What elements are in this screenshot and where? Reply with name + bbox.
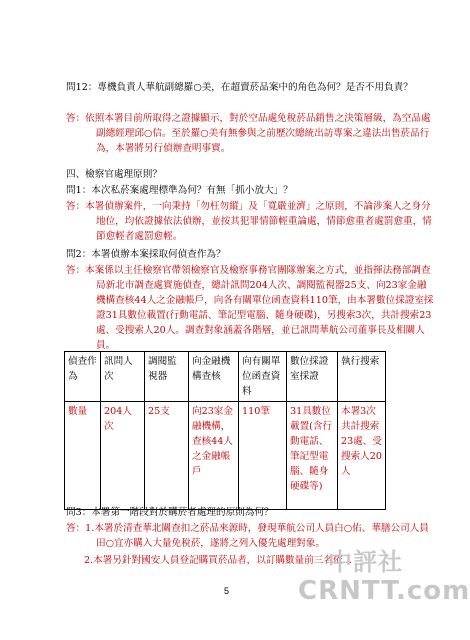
q3-question: 問3：本署第一階段對於購菸者處理的原則為何？ — [66, 507, 274, 518]
table-header-cell: 向有關單位函查資料 — [239, 352, 287, 402]
table-cell: 204人次 — [101, 402, 145, 510]
q12-question: 問12：專機負責人華航副總羅○美，在超賣菸品案中的角色為何？是否不用負責？ — [66, 82, 413, 93]
watermark-logo-text: 中評社 — [328, 547, 403, 576]
q3-answer-1: 答：1.本署於清查華北關查扣之菸品來源時，發現華航公司人員白○佑、華膳公司人員田○宜亦購入大量免稅菸，遂將之列入優先處理對象。 — [66, 523, 429, 549]
q2-answer: 答：本案係以主任檢察官帶領檢察官及檢察事務官團隊辦案之方式，並指揮法務部調查局新北市調查處實施偵查，總計訊問204人次、調閱監視器25支、向23家金融機構查核44人之金融帳戶，向各有關單位函查資料110筆，由本署數位採證室採證31具數位載置(行動電話、筆記型電腦、隨身硬碟)，另搜索3次，共計搜索23處、受搜索人20人。調查對象涵蓋各階層，並已訊問華航公司董事長及相關人員。 — [66, 265, 434, 351]
q1-answer: 答：本署偵辦案件，一向秉持「勿枉勿縱」及「寬嚴並濟」之原則，不論涉案人之身分地位，均依證據依法偵辦，並按其犯罪情節輕重論處，情節愈重者處罰愈重，情節愈輕者處罰愈輕。 — [66, 201, 432, 242]
table-cell: 向23家金融機構，查核44人之金融帳戶 — [189, 402, 239, 510]
page-number: 5 — [223, 586, 229, 596]
table-header-row — [65, 352, 386, 402]
table-cell: 31具數位載置(含行動電話、筆記型電腦、隨身硬碟等) — [287, 402, 338, 510]
watermark-site-text: CRNTT.com — [298, 576, 470, 606]
table-header-cell: 調閱監視器 — [145, 352, 189, 402]
q3-answer-2: 2.本署另針對國安人員登記購買菸品者，以訂購數量前三名依... — [84, 555, 352, 566]
table-row — [65, 402, 386, 510]
investigation-table — [64, 351, 386, 510]
table-cell: 25支 — [145, 402, 189, 510]
table-header-cell: 偵查作為 — [65, 352, 101, 402]
table-header-cell: 訊問人次 — [101, 352, 145, 402]
table-cell: 數量 — [65, 402, 101, 510]
q1-question: 問1：本次私菸案處理標準為何？有無「抓小放大」？ — [66, 185, 293, 196]
table-header-cell: 數位採證室採證 — [287, 352, 338, 402]
table-header-cell: 向金融機構查核 — [189, 352, 239, 402]
table-cell: 本署3次共計搜索23處、受搜索人20人 — [338, 402, 386, 510]
table-header-cell: 執行搜索 — [338, 352, 386, 402]
q12-answer: 答：依照本署目前所取得之證據顯示，對於空品處免稅菸品銷售之決策層級，為空品處副總經理邱○信。至於羅○美有無參與之前歷次總統出訪專案之違法出售菸品行為，本署將另行偵辦查明事實。 — [66, 113, 431, 154]
section-heading: 四、檢察官處理原則？ — [66, 169, 162, 180]
q2-question: 問2：本署偵辦本案採取何偵查作為？ — [66, 249, 226, 260]
table-cell: 110筆 — [239, 402, 287, 510]
